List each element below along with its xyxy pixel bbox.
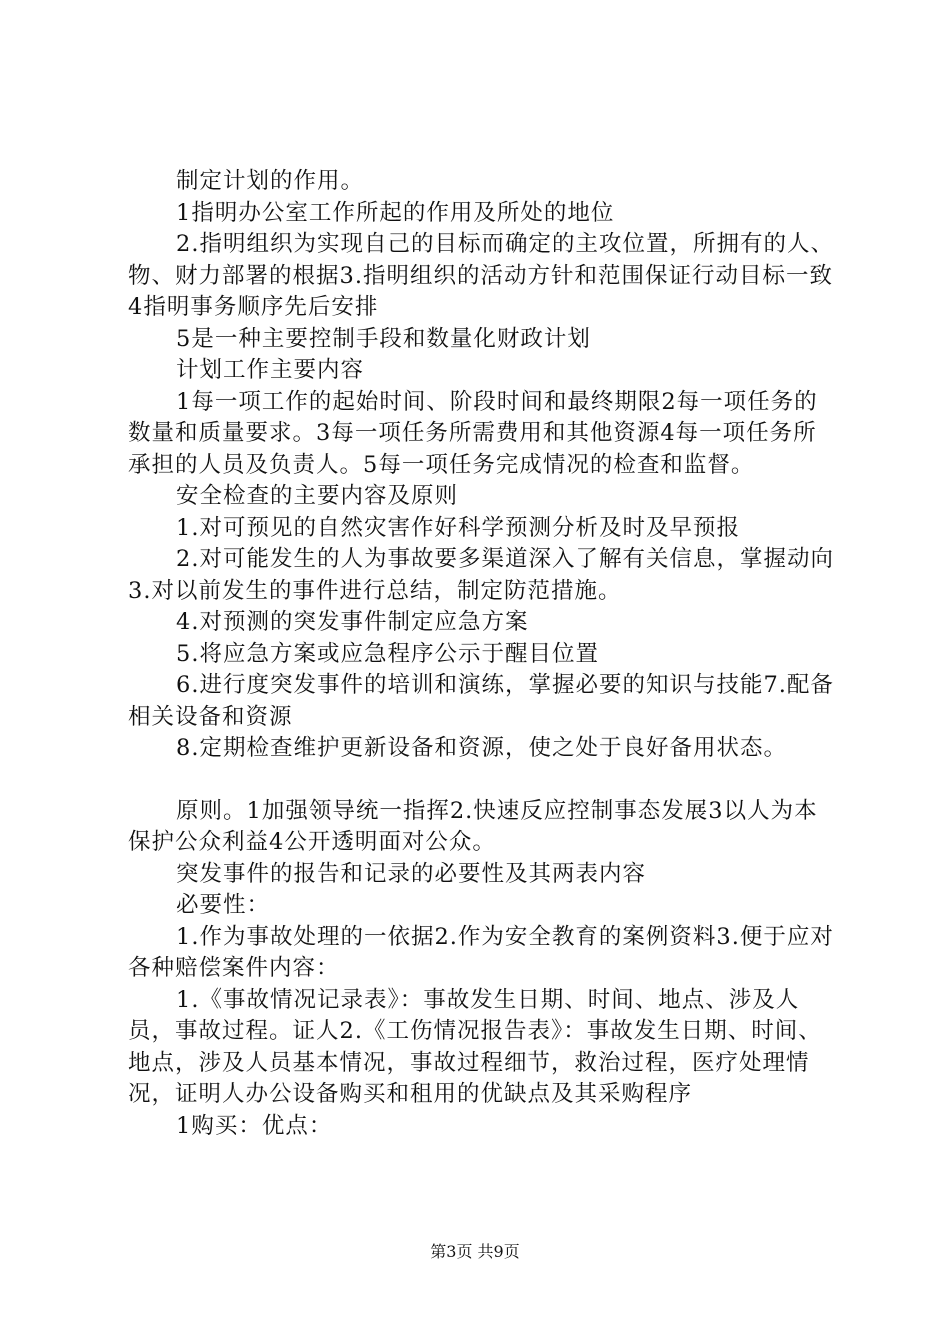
paragraph: 1指明办公室工作所起的作用及所处的地位 [176, 199, 615, 226]
paragraph: 1.《事故情况记录表》：事故发生日期、时间、地点、涉及人员，事故过程。证人2.《工伤情况报告表》：事故发生日期、时间、地点，涉及人员基本情况，事故过程细节，救治过程，医疗处理情况，证明人办公设备购买和租用的优缺点及其采购程序 [128, 986, 822, 1107]
paragraph: 2.对可能发生的人为事故要多渠道深入了解有关信息，掌握动向3.对以前发生的事件进行总结，制定防范措施。 [128, 546, 834, 604]
paragraph: 1购买：优点： [176, 1112, 333, 1139]
paragraph: 4.对预测的突发事件制定应急方案 [176, 609, 529, 635]
paragraph: 安全检查的主要内容及原则 [176, 483, 459, 509]
paragraph: 1每一项工作的起始时间、阶段时间和最终期限2每一项任务的数量和质量要求。3每一项任务所需费用和其他资源4每一项任务所承担的人员及负责人。5每一项任务完成情况的检查和监督。 [128, 388, 818, 478]
paragraph: 2.指明组织为实现自己的目标而确定的主攻位置，所拥有的人、物、财力部署的根据3.指明组织的活动方针和范围保证行动目标一致4指明事务顺序先后安排 [128, 231, 834, 320]
paragraph: 1.作为事故处理的一依据2.作为安全教育的案例资料3.便于应对各种赔偿案件内容： [128, 923, 834, 981]
paragraph: 突发事件的报告和记录的必要性及其两表内容 [176, 860, 647, 887]
paragraph: 计划工作主要内容 [176, 357, 365, 383]
paragraph: 制定计划的作用。 [176, 168, 365, 194]
paragraph-spacer [128, 765, 836, 796]
paragraph: 必要性： [176, 892, 271, 918]
document-body [128, 166, 836, 1142]
paragraph: 5是一种主要控制手段和数量化财政计划 [176, 325, 591, 352]
paragraph: 原则。1加强领导统一指挥2.快速反应控制事态发展3以人为本保护公众利益4公开透明面对公众。 [128, 797, 818, 855]
paragraph: 6.进行度突发事件的培训和演练，掌握必要的知识与技能7.配备相关设备和资源 [128, 672, 834, 730]
page-number-footer: 第3页 共9页 [430, 1242, 520, 1261]
paragraph: 8.定期检查维护更新设备和资源，使之处于良好备用状态。 [176, 735, 787, 761]
paragraph: 1.对可预见的自然灾害作好科学预测分析及时及早预报 [176, 514, 740, 541]
paragraph: 5.将应急方案或应急程序公示于醒目位置 [176, 640, 599, 667]
